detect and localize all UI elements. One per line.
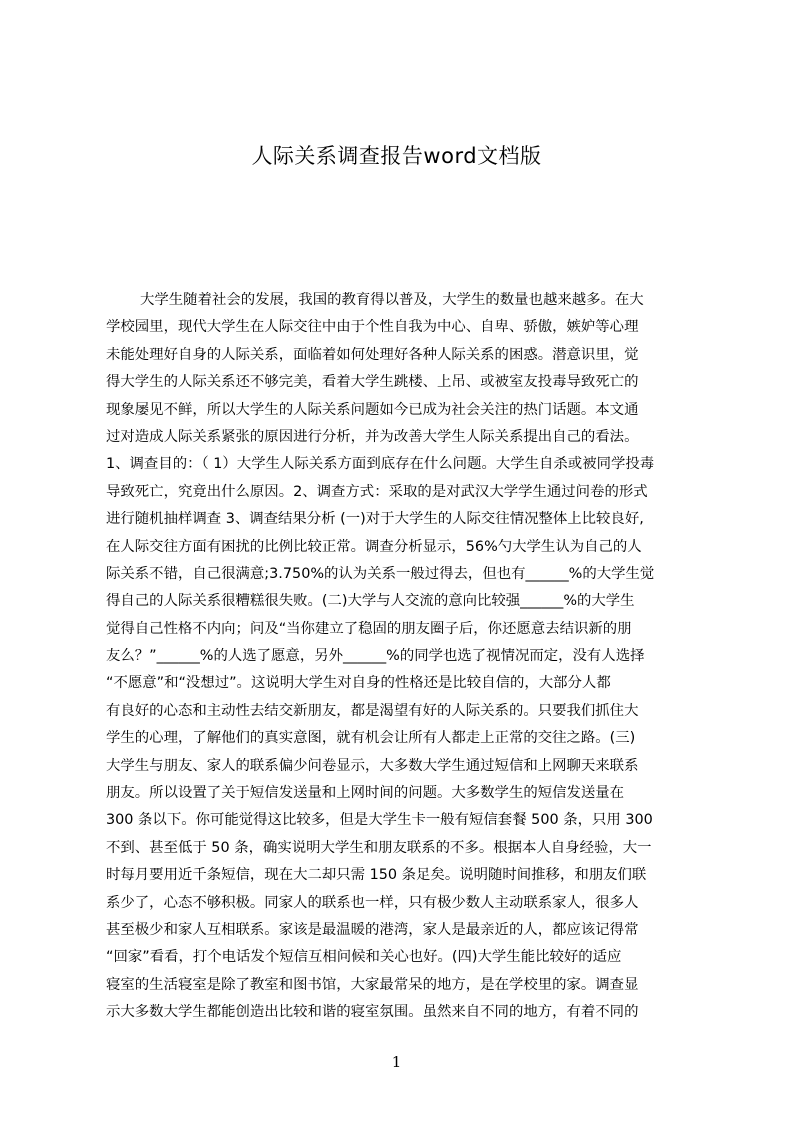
body-line: 际关系不错，自己很满意;3.750%的认为关系一般过得去，但也有______%的大学生觉 — [106, 565, 655, 582]
body-line: 得自己的人际关系很糟糕很失败。(二)大学与人交流的意向比较强______%的大学生 — [106, 593, 635, 610]
body-line: 有良好的心态和主动性去结交新朋友，都是渴望有好的人际关系的。只要我们抓住大 — [106, 702, 639, 719]
body-line: 友么？”______%的人选了愿意，另外______%的同学也选了视情况而定，没有人选择 — [106, 648, 645, 665]
page-number: 1 — [391, 1053, 402, 1071]
body-line: 过对造成人际关系紧张的原因进行分析，并为改善大学生人际关系提出自己的看法。 — [106, 428, 639, 445]
body-line: “回家”看看，打个电话发个短信互相问候和关心也好。(四)大学生能比较好的适应 — [106, 949, 622, 966]
body-line: 大学生与朋友、家人的联系偏少问卷显示，大多数大学生通过短信和上网聊天来联系 — [106, 757, 639, 774]
body-line: 甚至极少和家人互相联系。家该是最温暖的港湾，家人是最亲近的人，都应该记得常 — [106, 921, 639, 938]
body-line: 现象屡见不鲜，所以大学生的人际关系问题如今已成为社会关注的热门话题。本文通 — [106, 401, 639, 418]
body-line: 得大学生的人际关系还不够完美，看着大学生跳楼、上吊、或被室友投毒导致死亡的 — [106, 374, 639, 391]
body-line: 在人际交往方面有困扰的比例比较正常。调查分析显示，56%勺大学生认为自己的人 — [106, 538, 642, 555]
body-line: 系少了，心态不够积极。同家人的联系也一样，只有极少数人主动联系家人，很多人 — [106, 894, 639, 911]
body-line: 朋友。所以设置了关于短信发送量和上网时间的问题。大多数学生的短信发送量在 — [106, 785, 625, 802]
body-line: 未能处理好自身的人际关系，面临着如何处理好各种人际关系的困惑。潜意识里，觉 — [106, 346, 639, 363]
document-body — [106, 287, 698, 1027]
body-line: 不到、甚至低于 50 条，确实说明大学生和朋友联系的不多。根据本人自身经验，大一 — [106, 839, 652, 856]
body-line: “不愿意”和“没想过”。这说明大学生对自身的性格还是比较自信的，大部分人都 — [106, 675, 611, 692]
body-line: 示大多数大学生都能创造出比较和谐的寝室氛围。虽然来自不同的地方，有着不同的 — [106, 1004, 639, 1021]
body-line: 1、调查目的：（ 1）大学生人际关系方面到底存在什么问题。大学生自杀或被同学投毒 — [106, 456, 655, 473]
body-line: 学校园里，现代大学生在人际交往中由于个性自我为中心、自卑、骄傲，嫉妒等心理 — [106, 319, 639, 336]
body-line: 进行随机抽样调查 3、调查结果分析 (一)对于大学生的人际交往情况整体上比较良好, — [106, 511, 644, 528]
body-line: 导致死亡，究竟出什么原因。2、调查方式：采取的是对武汉大学学生通过问卷的形式 — [106, 483, 648, 500]
body-line: 时每月要用近千条短信，现在大二却只需 150 条足矣。说明随时间推移，和朋友们联 — [106, 867, 647, 884]
body-line: 觉得自己性格不内向；问及“当你建立了稳固的朋友圈子后，你还愿意去结识新的朋 — [106, 620, 632, 637]
document-title: 人际关系调查报告word文档版 — [251, 144, 542, 168]
body-line: 大学生随着社会的发展，我国的教育得以普及，大学生的数量也越来越多。在大 — [140, 292, 644, 308]
body-line: 寝室的生活寝室是除了教室和图书馆，大家最常呆的地方，是在学校里的家。调查显 — [106, 976, 639, 993]
body-line: 300 条以下。你可能觉得这比较多，但是大学生卡一般有短信套餐 500 条，只用 300 — [106, 812, 653, 829]
body-line: 学生的心理，了解他们的真实意图，就有机会让所有人都走上正常的交往之路。(三) — [106, 730, 636, 747]
